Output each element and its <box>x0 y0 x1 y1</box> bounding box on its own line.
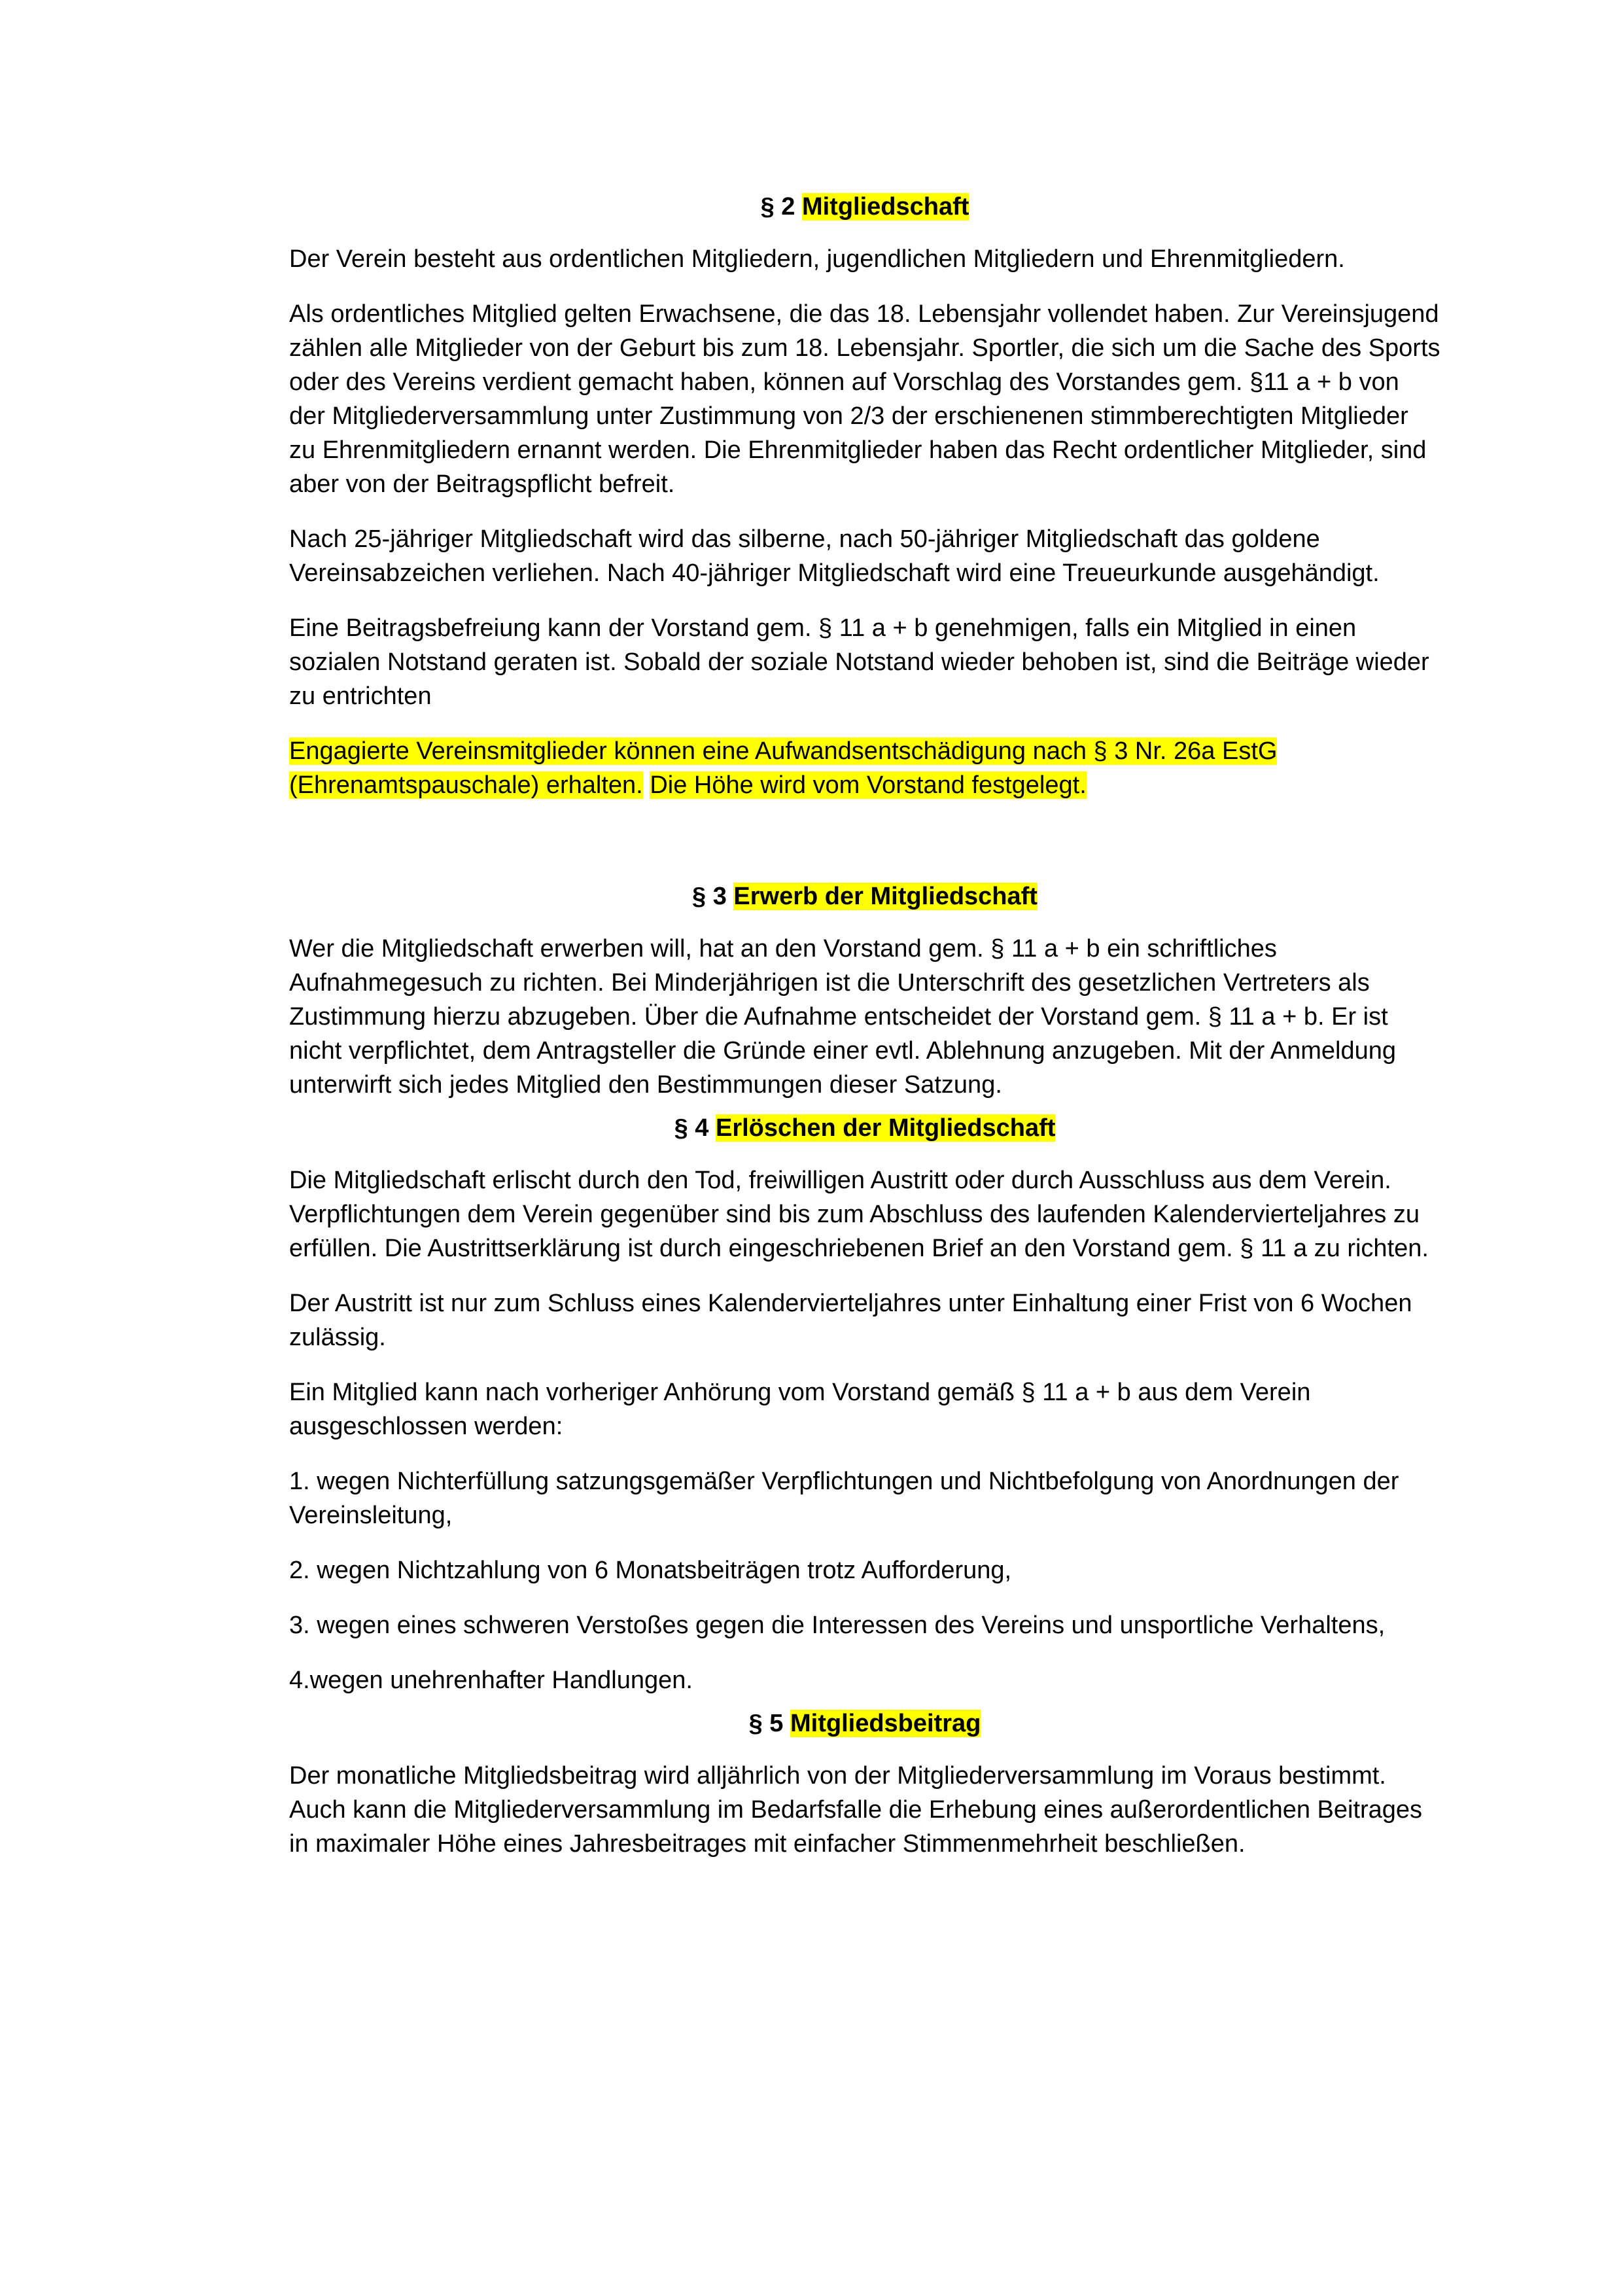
text-space <box>643 771 650 799</box>
section-5-paragraph-1: Der monatliche Mitgliedsbeitrag wird alljährlich von der Mitgliederversammlung im Voraus bestimmt. Auch kann die Mitgliederversammlung im Bedarfsfalle die Erhebung eines außerordentlichen Beitrages in maximaler Höhe eines Jahresbeitrages mit einfacher Stimmenmehrheit beschließen. <box>289 1762 1423 1858</box>
section-2-heading <box>289 190 1440 224</box>
section-2-paragraph-2: Als ordentliches Mitglied gelten Erwachsene, die das 18. Lebensjahr vollendet haben. Zur Vereinsjugend zählen alle Mitglieder von der Geburt bis zum 18. Lebensjahr. Sportler, die sich um die Sache des Sports oder des Vereins verdient gemacht haben, können auf Vorschlag des Vorstandes gem. §11 a + b von der Mitgliederversammlung unter Zustimmung von 2/3 der erschienenen stimmberechtigten Mitglieder zu Ehrenmitgliedern ernannt werden. Die Ehrenmitglieder haben das Recht ordentlicher Mitglieder, sind aber von der Beitragspflicht befreit. <box>289 300 1440 498</box>
section-3-heading <box>289 879 1440 913</box>
list-item: 1. wegen Nichterfüllung satzungsgemäßer Verpflichtungen und Nichtbefolgung von Anordnungen der Vereinsleitung, <box>289 1468 1399 1529</box>
section-4-number: § 4 <box>674 1114 709 1142</box>
section-2-title: Mitgliedschaft <box>801 193 969 221</box>
section-2-number: § 2 <box>760 193 795 221</box>
document-page <box>289 190 1440 1882</box>
section-2-paragraph-3: Nach 25-jähriger Mitgliedschaft wird das silberne, nach 50-jähriger Mitgliedschaft das goldene Vereinsabzeichen verliehen. Nach 40-jähriger Mitgliedschaft wird eine Treueurkunde ausgehändigt. <box>289 525 1380 587</box>
section-3-title: Erwerb der Mitgliedschaft <box>733 883 1038 910</box>
highlighted-text-amount: Die Höhe wird vom Vorstand festgelegt. <box>650 771 1087 799</box>
list-item: 4.wegen unehrenhafter Handlungen. <box>289 1667 693 1694</box>
list-item: 2. wegen Nichtzahlung von 6 Monatsbeiträgen trotz Aufforderung, <box>289 1557 1012 1584</box>
section-5-title: Mitgliedsbeitrag <box>790 1710 981 1737</box>
section-3-number: § 3 <box>692 883 727 910</box>
section-3-paragraph-1: Wer die Mitgliedschaft erwerben will, hat an den Vorstand gem. § 11 a + b ein schriftliches Aufnahmegesuch zu richten. Bei Minderjährigen ist die Unterschrift des gesetzlichen Vertreters als Zustimmung hierzu abzugeben. Über die Aufnahme entscheidet der Vorstand gem. § 11 a + b. Er ist nicht verpflichtet, dem Antragsteller die Gründe einer evtl. Ablehnung anzugeben. Mit der Anmeldung unterwirft sich jedes Mitglied den Bestimmungen dieser Satzung. <box>289 935 1397 1099</box>
section-4-paragraph-2: Der Austritt ist nur zum Schluss eines Kalendervierteljahres unter Einhaltung einer Frist von 6 Wochen zulässig. <box>289 1290 1412 1351</box>
highlighted-text-allowance: Engagierte Vereinsmitglieder können eine Aufwandsentschädigung nach § 3 Nr. 26a EstG (Ehrenamtspauschale) erhalten. <box>289 737 1278 799</box>
section-4-title: Erlöschen der Mitgliedschaft <box>715 1114 1056 1142</box>
section-4-paragraph-3: Ein Mitglied kann nach vorheriger Anhörung vom Vorstand gemäß § 11 a + b aus dem Verein ausgeschlossen werden: <box>289 1379 1311 1440</box>
section-4-heading <box>289 1111 1440 1145</box>
section-2-paragraph-4: Eine Beitragsbefreiung kann der Vorstand gem. § 11 a + b genehmigen, falls ein Mitglied in einen sozialen Notstand geraten ist. Sobald der soziale Notstand wieder behoben ist, sind die Beiträge wieder zu entrichten <box>289 614 1429 710</box>
section-4-paragraph-1: Die Mitgliedschaft erlischt durch den Tod, freiwilligen Austritt oder durch Ausschluss aus dem Verein. Verpflichtungen dem Verein gegenüber sind bis zum Abschluss des laufenden Kalendervierteljahres zu erfüllen. Die Austrittserklärung ist durch eingeschriebenen Brief an den Vorstand gem. § 11 a zu richten. <box>289 1167 1429 1262</box>
section-2-paragraph-5 <box>289 734 1440 802</box>
list-item: 3. wegen eines schweren Verstoßes gegen die Interessen des Vereins und unsportliche Verhaltens, <box>289 1612 1386 1639</box>
section-2-paragraph-1: Der Verein besteht aus ordentlichen Mitgliedern, jugendlichen Mitgliedern und Ehrenmitgliedern. <box>289 245 1345 273</box>
section-5-heading <box>289 1706 1440 1740</box>
section-5-number: § 5 <box>748 1710 784 1737</box>
